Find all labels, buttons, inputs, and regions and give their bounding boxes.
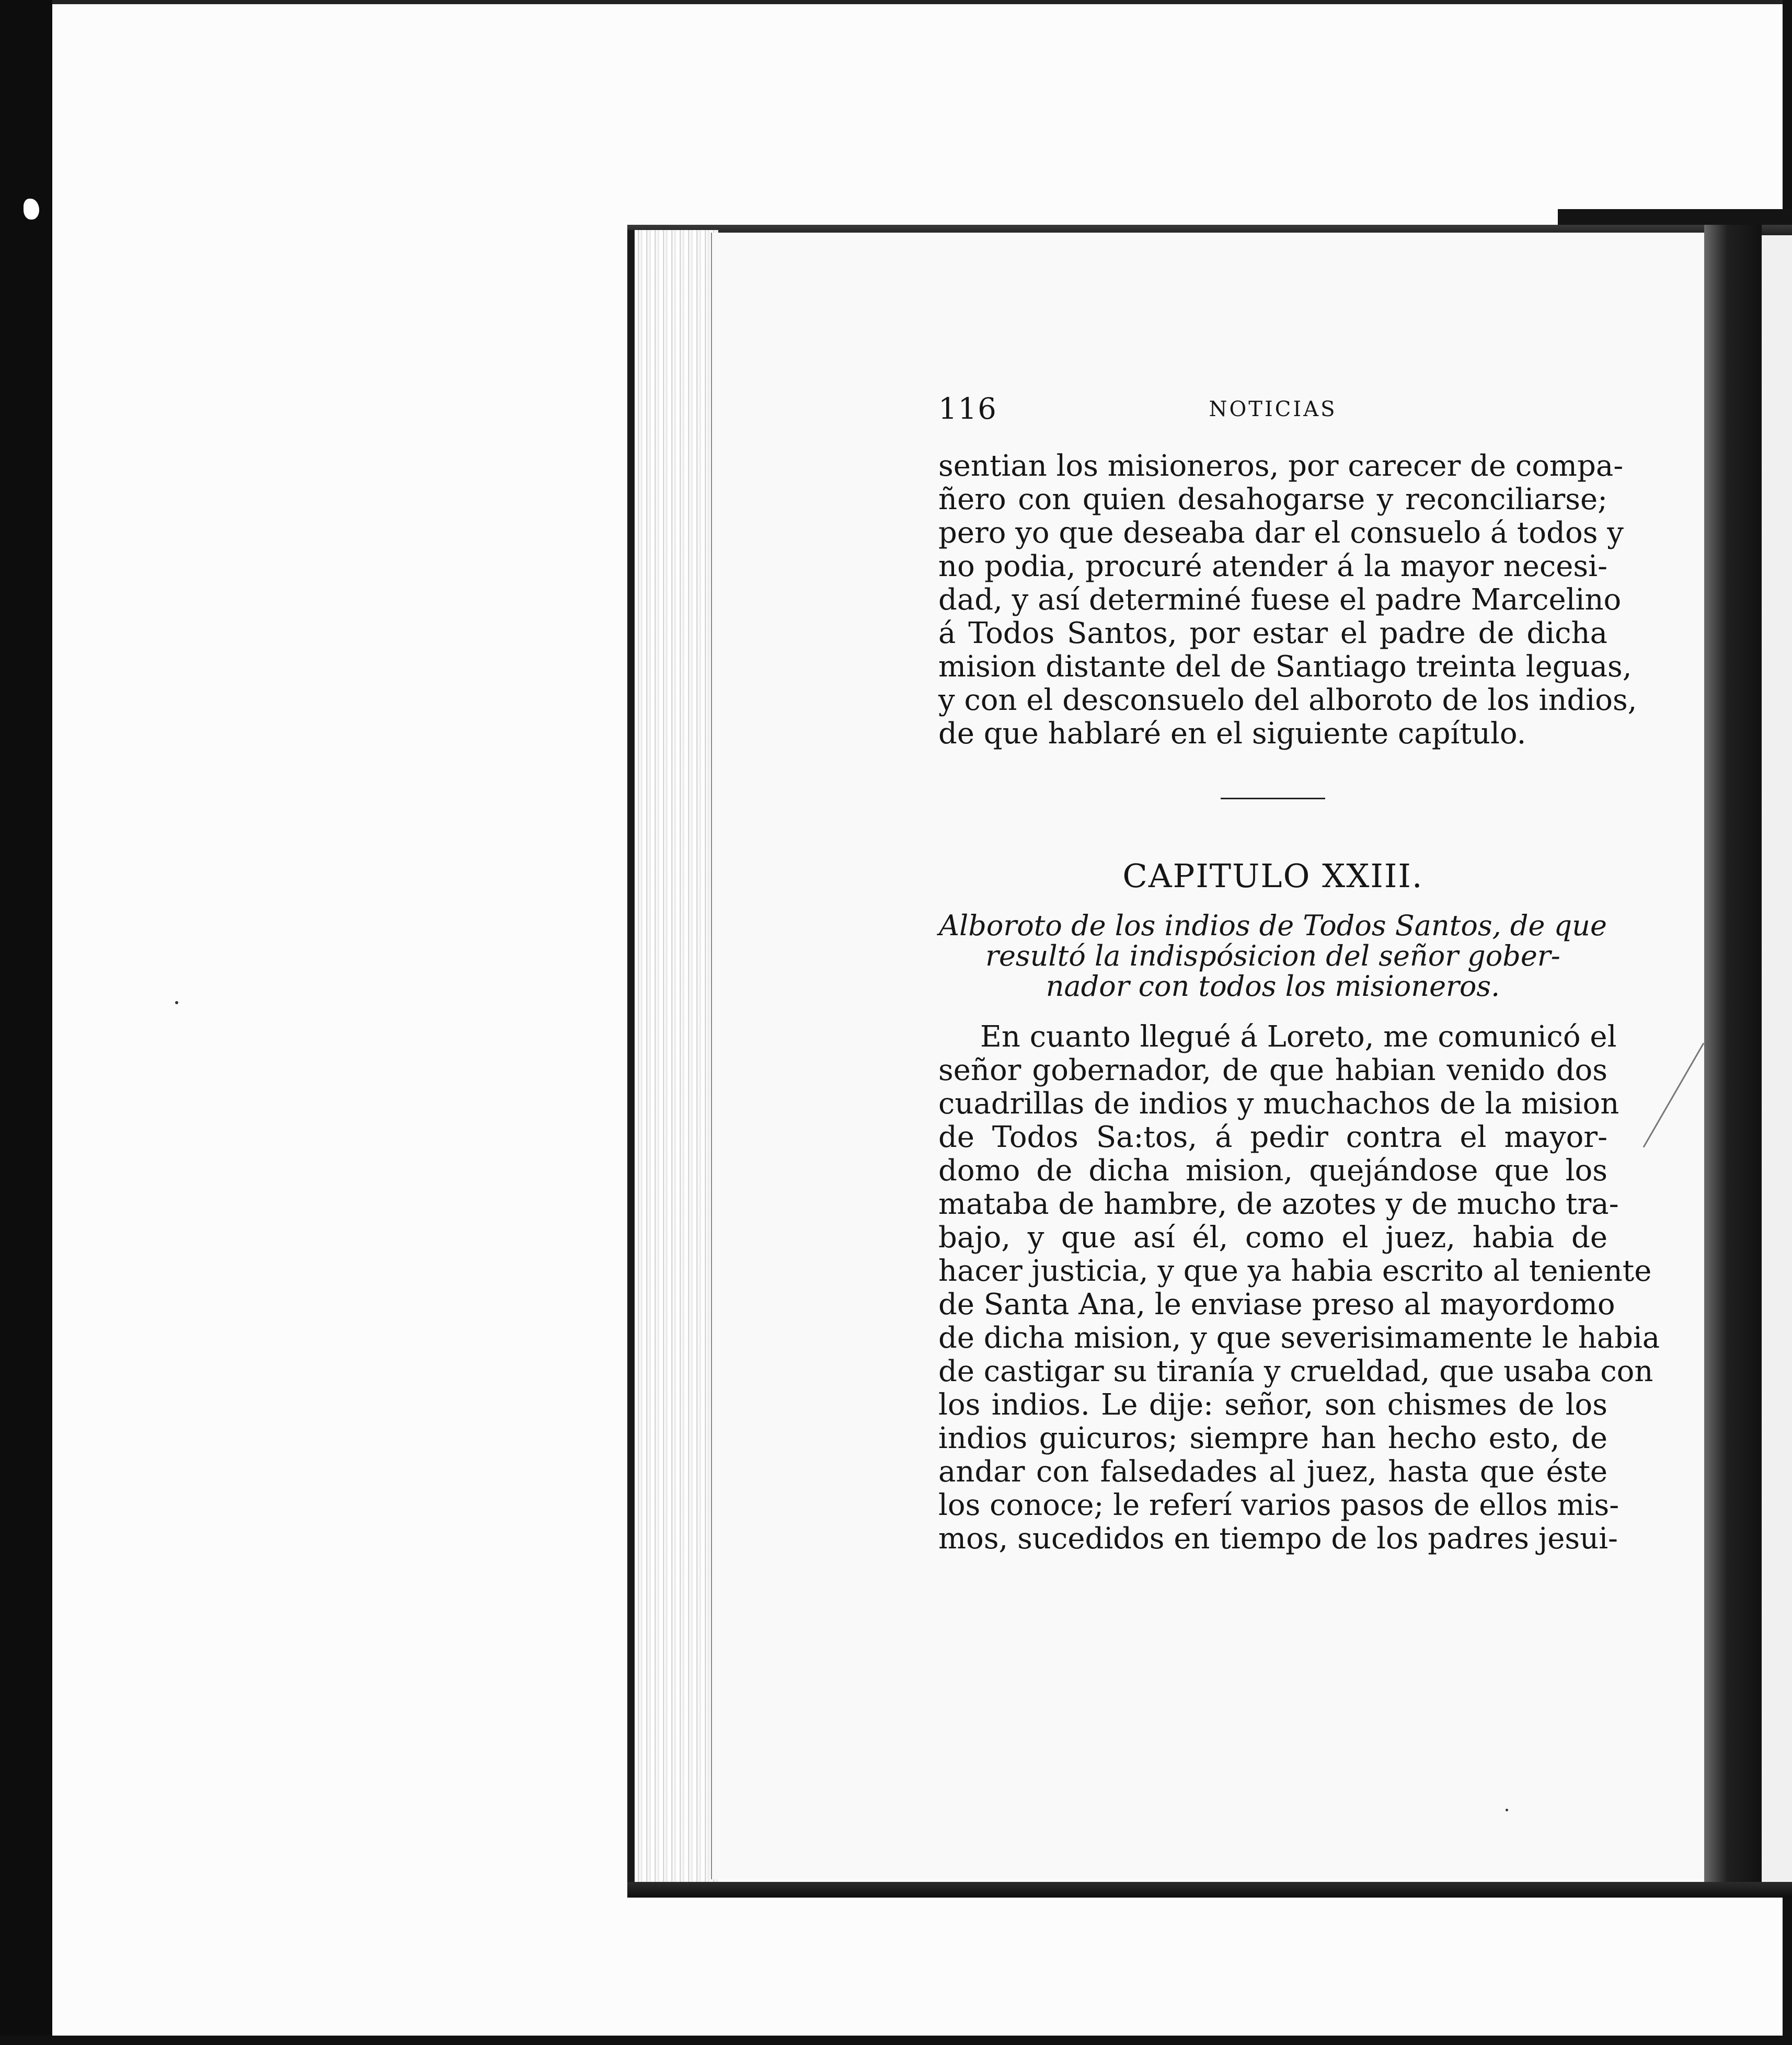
running-head xyxy=(938,392,1607,429)
text-line: mos, sucedidos en tiempo de los padres jesui- xyxy=(938,1522,1618,1556)
book-bottom-edge xyxy=(627,1882,1792,1898)
text-line: indios guicuros; siempre han hecho esto, de xyxy=(938,1421,1607,1455)
paragraph-2 xyxy=(938,1020,1660,1556)
text-line: los conoce; le referí varios pasos de ellos mis- xyxy=(938,1488,1619,1522)
chapter-subtitle xyxy=(938,911,1607,1002)
text-line: cuadrillas de indios y muchachos de la mision xyxy=(938,1087,1619,1121)
text-line: dad, y así determiné fuese el padre Marcelino xyxy=(938,583,1622,617)
text-line: los indios. Le dije: señor, son chismes de los xyxy=(938,1388,1607,1422)
text-line: y con el desconsuelo del alboroto de los indios, xyxy=(938,683,1637,717)
text-line: mataba de hambre, de azotes y de mucho tra- xyxy=(938,1187,1619,1221)
film-border-top xyxy=(52,0,1783,4)
text-line: de que hablaré en el siguiente capítulo. xyxy=(938,717,1526,751)
paragraph-1 xyxy=(938,449,1637,751)
text-line: pero yo que deseaba dar el consuelo á todos y xyxy=(938,516,1624,550)
speck xyxy=(1506,1809,1508,1811)
subtitle-line: resultó la indispósicion del señor gober- xyxy=(985,939,1560,972)
text-block xyxy=(938,392,1660,1556)
text-line: ñero con quien desahogarse y reconciliarse; xyxy=(938,482,1607,516)
text-line: andar con falsedades al juez, hasta que éste xyxy=(938,1455,1607,1489)
running-head-title: NOTICIAS xyxy=(1209,397,1337,421)
text-line: En cuanto llegué á Loreto, me comunicó el xyxy=(980,1020,1617,1054)
film-border-left xyxy=(0,0,52,2045)
text-line: sentian los misioneros, por carecer de compa- xyxy=(938,449,1624,483)
text-line: no podia, procuré atender á la mayor necesi- xyxy=(938,549,1607,583)
text-line: á Todos Santos, por estar el padre de dicha xyxy=(938,616,1607,650)
subtitle-line: Alboroto de los indios de Todos Santos, de que xyxy=(939,909,1607,942)
page-number: 116 xyxy=(938,392,997,426)
text-line: de Todos Sa:tos, á pedir contra el mayor- xyxy=(938,1120,1607,1154)
text-line: señor gobernador, de que habian venido dos xyxy=(938,1053,1607,1087)
page-stack xyxy=(627,230,718,1887)
text-line: de dicha mision, y que severisimamente le habia xyxy=(938,1321,1660,1355)
speck xyxy=(175,1001,178,1004)
text-line: de Santa Ana, le enviase preso al mayordomo xyxy=(938,1288,1615,1322)
text-line: bajo, y que así él, como el juez, habia de xyxy=(938,1221,1607,1255)
text-line: domo de dicha mision, quejándose que los xyxy=(938,1154,1607,1188)
text-line: mision distante del de Santiago treinta leguas, xyxy=(938,650,1632,684)
film-border-bottom xyxy=(0,2036,1792,2045)
subtitle-line: nador con todos los misioneros. xyxy=(1046,970,1500,1003)
book-fore-edge xyxy=(1704,225,1762,1898)
section-divider xyxy=(1221,798,1325,799)
background-strip xyxy=(1762,235,1792,1887)
film-notch xyxy=(24,199,39,220)
text-line: hacer justicia, y que ya habia escrito al teniente xyxy=(938,1254,1652,1288)
text-line: de castigar su tiranía y crueldad, que usaba con xyxy=(938,1354,1653,1388)
chapter-title: CAPITULO XXIII. xyxy=(1122,857,1423,895)
